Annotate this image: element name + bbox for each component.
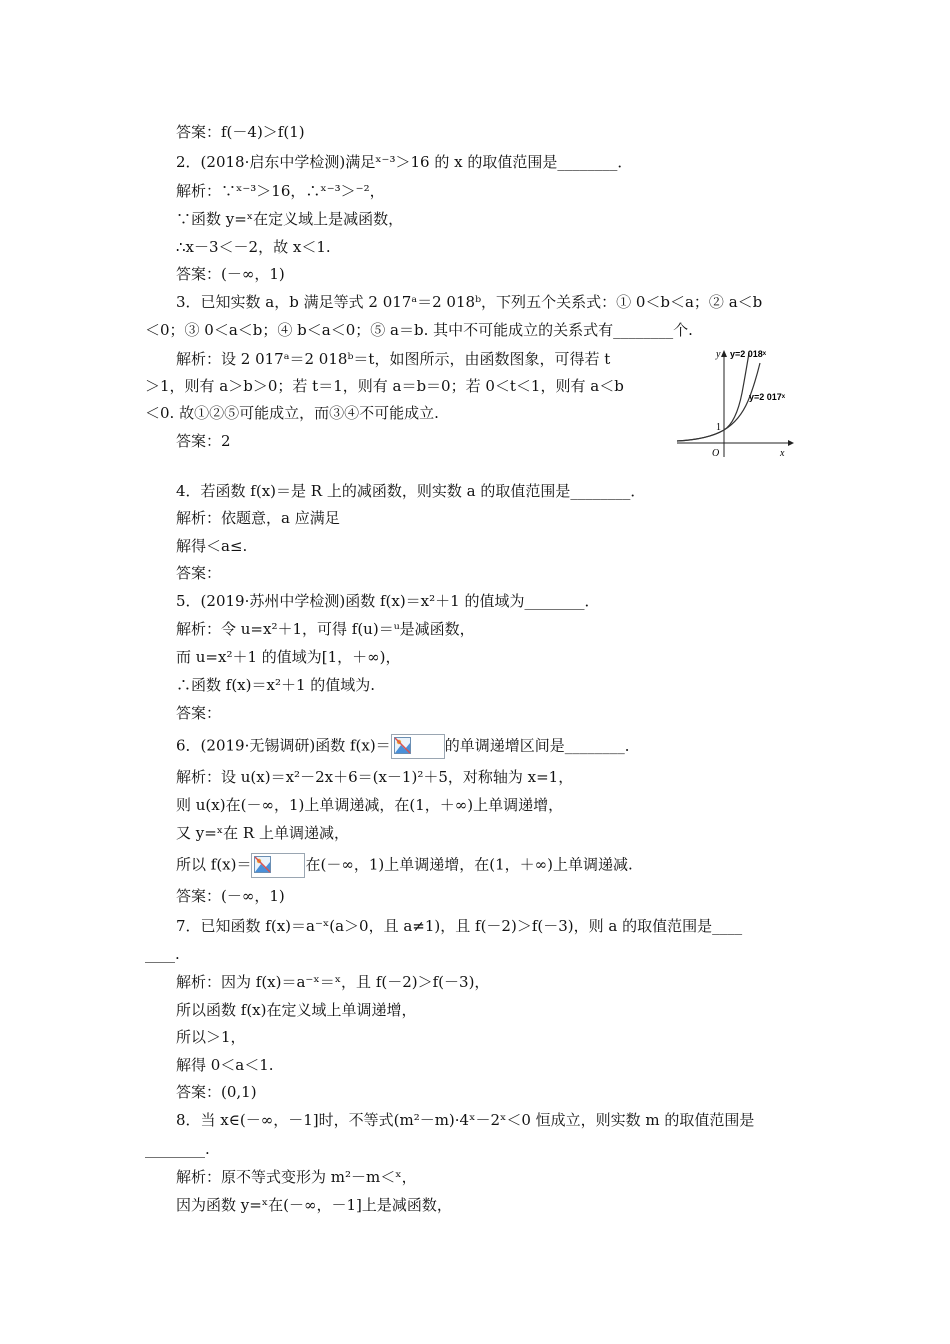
- analysis-q8-line2: 因为函数 y=ˣ在(－∞，－1]上是减函数，: [176, 1196, 452, 1214]
- analysis-q2-line1: 解析：∵ˣ⁻³＞16，∴ˣ⁻³＞⁻²，: [176, 182, 385, 200]
- analysis-q2-line3: ∴x－3＜－2，故 x＜1.: [176, 238, 331, 256]
- analysis-q2-line2: ∵函数 y=ˣ在定义域上是减函数，: [176, 210, 404, 228]
- origin-label: O: [712, 448, 720, 459]
- analysis-q5-line2: 而 u=x²＋1 的值域为[1，＋∞)，: [176, 648, 401, 666]
- question-7-line2: ____.: [145, 945, 180, 963]
- analysis-q4-line1: 解析：依题意，a 应满足: [176, 509, 340, 527]
- exponential-graph: [672, 345, 797, 465]
- missing-formula-image-2: [251, 853, 305, 878]
- curve-2017-label: y=2 017ˣ: [749, 392, 786, 402]
- question-6: [176, 734, 640, 759]
- question-3-line1: 3．已知实数 a，b 满足等式 2 017ᵃ＝2 018ᵇ，下列五个关系式：① 0＜b＜a；② a＜b: [176, 293, 763, 311]
- answer-q5: 答案：: [176, 704, 222, 722]
- analysis-q6-conclusion: [176, 853, 633, 878]
- question-7-line1: 7．已知函数 f(x)＝a⁻ˣ(a＞0，且 a≠1)，且 f(－2)＞f(－3)，则 a 的取值范围是____: [176, 917, 743, 935]
- analysis-q5-line3: ∴函数 f(x)＝x²＋1 的值域为.: [176, 676, 376, 694]
- analysis-q7-line1: 解析：因为 f(x)＝a⁻ˣ＝ˣ，且 f(－2)＞f(－3)，: [176, 973, 490, 991]
- question-2: 2．(2018·启东中学检测)满足ˣ⁻³＞16 的 x 的取值范围是________．: [176, 153, 633, 171]
- analysis-q7-line2: 所以函数 f(x)在定义域上单调递增，: [176, 1001, 417, 1019]
- y-axis-label: y: [716, 349, 721, 360]
- x-axis-label: x: [780, 448, 785, 459]
- question-6-suffix: 的单调递增区间是________．: [444, 736, 640, 755]
- question-4: 4．若函数 f(x)＝是 R 上的减函数，则实数 a 的取值范围是________．: [176, 482, 646, 500]
- analysis-q3-line1: 解析：设 2 017ᵃ＝2 018ᵇ＝t，如图所示，由函数图象，可得若 t: [176, 350, 611, 368]
- analysis-q7-line3: 所以＞1，: [176, 1028, 246, 1046]
- x-axis-arrow: [788, 440, 794, 446]
- answer-q1: 答案：f(－4)＞f(1): [176, 123, 305, 141]
- analysis-q6-line1: 解析：设 u(x)＝x²－2x＋6＝(x－1)²＋5，对称轴为 x=1，: [176, 768, 574, 786]
- analysis-q6-line3: 又 y=ˣ在 R 上单调递减，: [176, 824, 349, 842]
- curve-2018-label: y=2 018ˣ: [730, 349, 767, 359]
- question-8-line1: 8．当 x∈(－∞，－1]时，不等式(m²－m)·4ˣ－2ˣ＜0 恒成立，则实数 m 的取值范围是: [176, 1111, 755, 1129]
- question-5: 5．(2019·苏州中学检测)函数 f(x)＝x²＋1 的值域为________．: [176, 592, 600, 610]
- analysis-q4-line2: 解得＜a≤.: [176, 537, 248, 555]
- answer-q7: 答案：(0,1): [176, 1083, 257, 1101]
- analysis-q6-line2: 则 u(x)在(－∞，1)上单调递减，在(1，＋∞)上单调递增，: [176, 796, 564, 814]
- q6-conclusion-prefix: 所以 f(x)＝: [176, 855, 252, 874]
- analysis-q3-line3: ＜0. 故①②⑤可能成立，而③④不可能成立.: [145, 404, 439, 422]
- analysis-q3-line2: ＞1，则有 a＞b＞0；若 t＝1，则有 a＝b＝0；若 0＜t＜1，则有 a＜b: [145, 377, 624, 395]
- y-axis-arrow: [721, 350, 727, 357]
- broken-image-icon: [254, 856, 271, 873]
- curve-2018: [677, 353, 749, 441]
- q6-conclusion-suffix: 在(－∞，1)上单调递增，在(1，＋∞)上单调递减.: [305, 855, 633, 874]
- answer-q2: 答案：(－∞，1): [176, 265, 285, 283]
- intercept-label: 1: [716, 422, 721, 433]
- question-3-line2: ＜0；③ 0＜a＜b；④ b＜a＜0；⑤ a＝b. 其中不可能成立的关系式有________个.: [145, 321, 693, 339]
- analysis-q8-line1: 解析：原不等式变形为 m²－m＜ˣ，: [176, 1168, 417, 1186]
- question-6-prefix: 6．(2019·无锡调研)函数 f(x)＝: [176, 736, 391, 755]
- answer-q6: 答案：(－∞，1): [176, 887, 285, 905]
- answer-q4: 答案：: [176, 564, 222, 582]
- analysis-q7-line4: 解得 0＜a＜1.: [176, 1056, 274, 1074]
- answer-q3: 答案：2: [176, 432, 231, 450]
- analysis-q5-line1: 解析：令 u=x²＋1，可得 f(u)＝ᵘ是减函数，: [176, 620, 475, 638]
- broken-image-icon: [394, 737, 411, 754]
- missing-formula-image: [391, 734, 445, 759]
- question-8-line2: ________.: [145, 1140, 210, 1158]
